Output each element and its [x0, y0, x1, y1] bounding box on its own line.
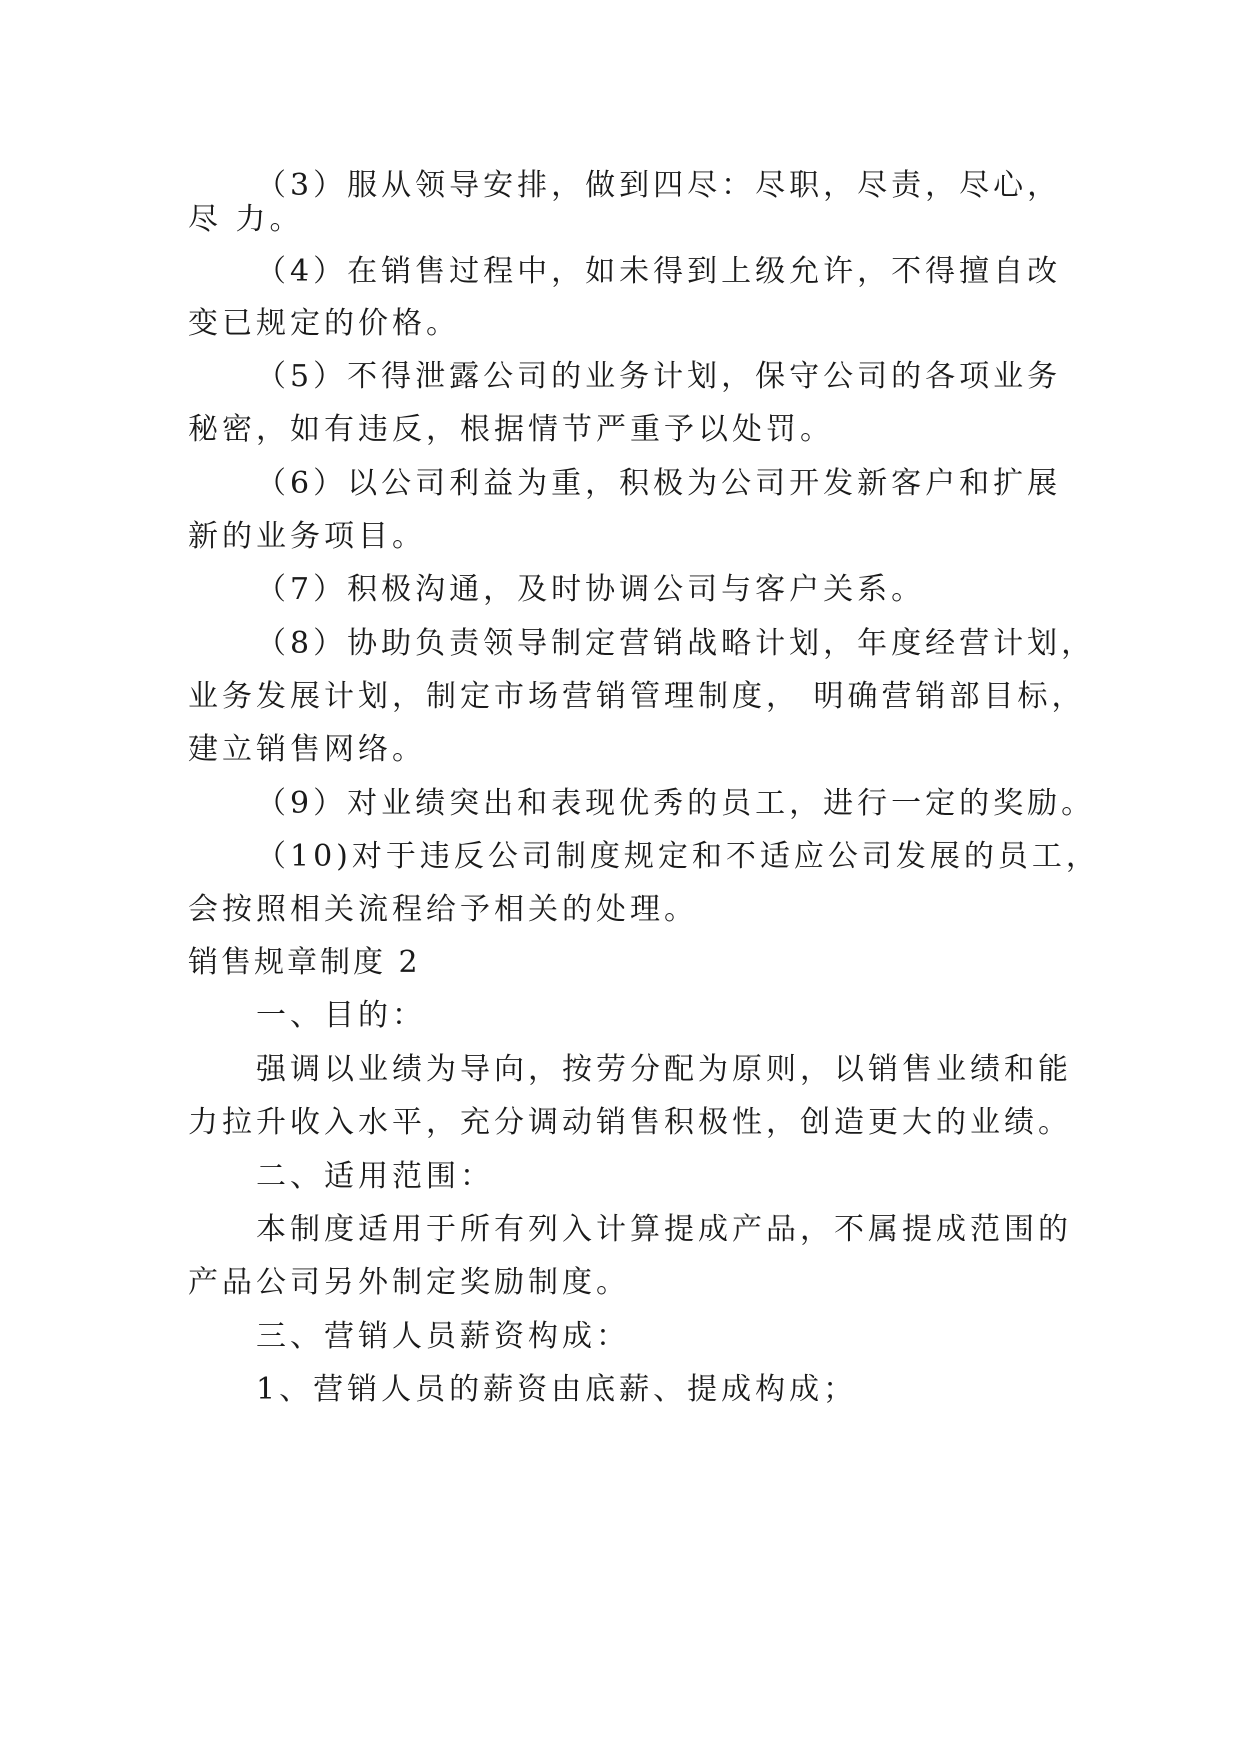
paragraph-line: （5）不得泄露公司的业务计划，保守公司的各项业务 — [256, 359, 1062, 394]
paragraph-line: 变已规定的价格。 — [188, 306, 460, 341]
paragraph-line: 业务发展计划，制定市场营销管理制度， 明确营销部目标， — [188, 679, 1086, 714]
paragraph-line: 建立销售网络。 — [188, 732, 426, 767]
paragraph-line: 秘密，如有违反，根据情节严重予以处罚。 — [188, 412, 834, 447]
section-heading: 二、适用范围： — [256, 1159, 494, 1194]
paragraph-line: （10)对于违反公司制度规定和不适应公司发展的员工， — [256, 839, 1100, 874]
paragraph-line: （9）对业绩突出和表现优秀的员工，进行一定的奖励。 — [256, 786, 1096, 821]
paragraph-line: （7）积极沟通，及时协调公司与客户关系。 — [256, 572, 926, 607]
paragraph-line: （4）在销售过程中，如未得到上级允许，不得擅自改 — [256, 254, 1062, 289]
paragraph-line: 强调以业绩为导向，按劳分配为原则，以销售业绩和能 — [256, 1052, 1072, 1087]
paragraph-line: （6）以公司利益为重，积极为公司开发新客户和扩展 — [256, 466, 1062, 501]
section-heading: 三、营销人员薪资构成： — [256, 1319, 630, 1354]
paragraph-line: 1、营销人员的薪资由底薪、提成构成； — [256, 1372, 858, 1407]
paragraph-line: 本制度适用于所有列入计算提成产品，不属提成范围的 — [256, 1212, 1072, 1247]
paragraph-line: 力拉升收入水平，充分调动销售积极性，创造更大的业绩。 — [188, 1105, 1072, 1140]
section-title: 销售规章制度 2 — [188, 945, 421, 980]
paragraph-line: 产品公司另外制定奖励制度。 — [188, 1265, 630, 1300]
paragraph-line: （3）服从领导安排，做到四尽：尽职，尽责，尽心， — [256, 168, 1062, 203]
paragraph-line: 新的业务项目。 — [188, 519, 426, 554]
paragraph-line: 尽 力。 — [188, 202, 304, 237]
paragraph-line: （8）协助负责领导制定营销战略计划，年度经营计划， — [256, 626, 1096, 661]
section-heading: 一、目的： — [256, 998, 426, 1033]
paragraph-line: 会按照相关流程给予相关的处理。 — [188, 892, 698, 927]
